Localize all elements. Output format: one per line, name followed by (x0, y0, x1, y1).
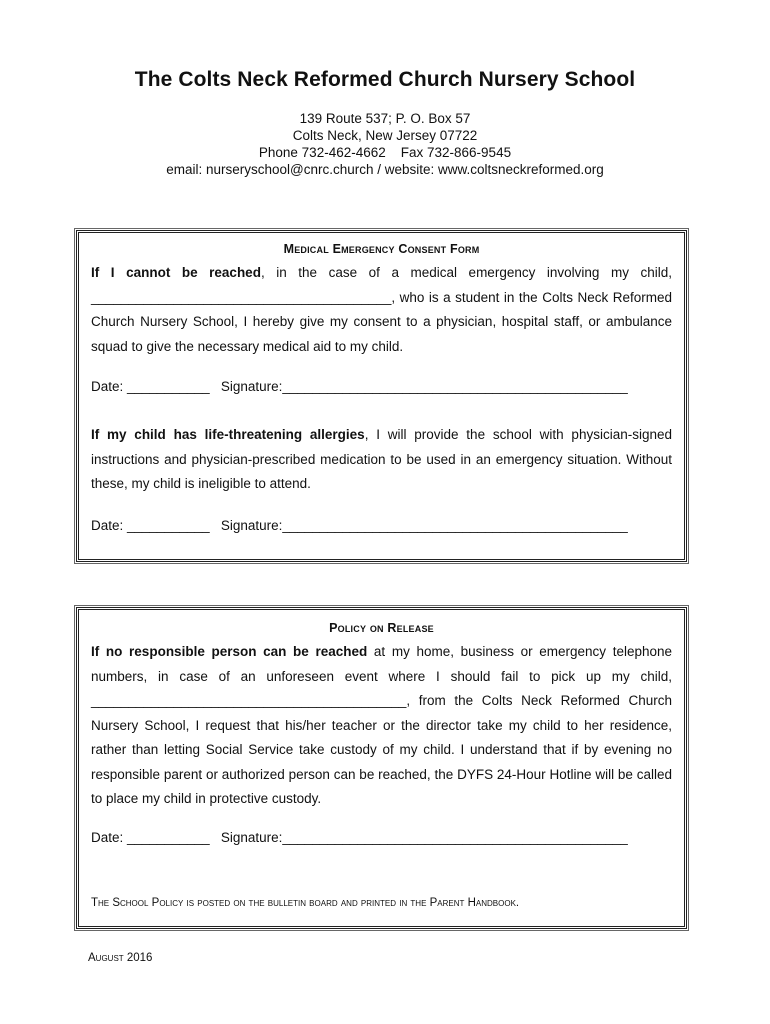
school-policy-note: The School Policy is posted on the bulletin board and printed in the Parent Handbook. (91, 897, 520, 909)
release-policy-box (76, 607, 687, 929)
release-signature-line: Date: ___________ Signature:______________________________________________ (91, 830, 628, 845)
page-title: The Colts Neck Reformed Church Nursery School (134, 68, 636, 91)
release-policy-text: at my home, business or emergency telephone numbers, in case of an unforeseen event where I should fail to pick up my child, __________________________________________, from the Colts Neck Reformed Church Nursery School, I request that his/her teacher or the director take my child to her residence, rather than letting Social Service take custody of my child. I understand that if by evening no responsible parent or authorized person can be reached, the DYFS 24-Hour Hotline will be called to place my child in protective custody. (91, 644, 673, 806)
release-policy-heading: Policy on Release (329, 621, 434, 635)
allergy-text: , I will provide the school with physician-signed instructions and physician-prescribed medication to be used in an emergency situation. Without these, my child is ineligible to attend. (91, 427, 672, 491)
medical-consent-box (76, 230, 687, 562)
address-line-2: Colts Neck, New Jersey 07722 (292, 128, 478, 143)
medical-signature-line-2: Date: ___________ Signature:______________________________________________ (91, 518, 628, 533)
release-policy-bold: If no responsible person can be reached (91, 644, 368, 659)
medical-consent-paragraph (91, 261, 672, 359)
release-policy-paragraph (91, 640, 672, 812)
allergy-paragraph (91, 423, 672, 497)
phone-fax-line: Phone 732-462-4662 Fax 732-866-9545 (258, 145, 512, 160)
address-line-1: 139 Route 537; P. O. Box 57 (299, 111, 471, 126)
medical-consent-text: , in the case of a medical emergency involving my child, ________________________________________, who is a student in the Colts Neck Reformed Church Nursery School, I hereby give my consent to a physician, hospital staff, or ambulance squad to give the necessary medical aid to my child. (91, 265, 672, 354)
medical-consent-heading: Medical Emergency Consent Form (283, 242, 480, 256)
allergy-bold: If my child has life-threatening allergies (91, 427, 365, 442)
medical-consent-bold: If I cannot be reached (91, 265, 261, 280)
medical-signature-line-1: Date: ___________ Signature:______________________________________________ (91, 379, 628, 394)
contact-line: email: nurseryschool@cnrc.church / website: www.coltsneckreformed.org (166, 162, 604, 177)
document-date: August 2016 (88, 952, 153, 964)
